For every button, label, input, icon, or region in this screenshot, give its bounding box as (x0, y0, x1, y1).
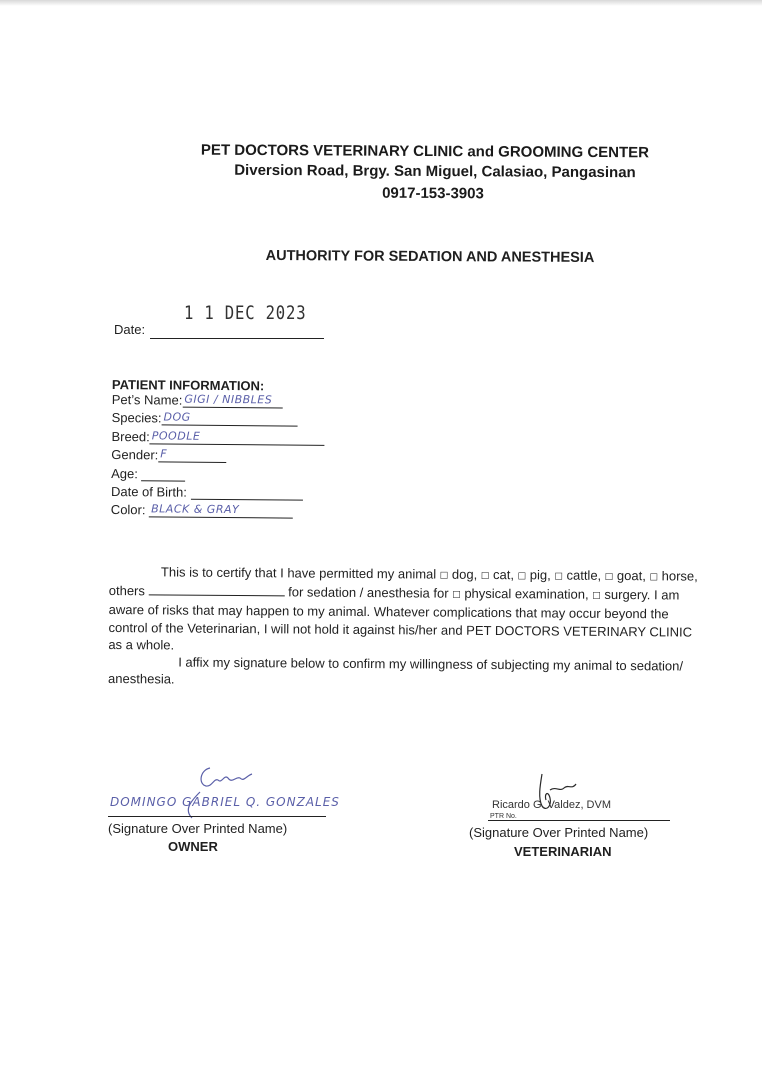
sedation-for: for sedation / anesthesia for (288, 584, 449, 601)
owner-signature-line (108, 816, 326, 817)
checkbox-icon: □ (554, 571, 563, 582)
checkbox-icon: □ (452, 589, 461, 600)
clinic-phone: 0917-153-3903 (382, 184, 484, 203)
clinic-address: Diversion Road, Brgy. San Miguel, Calasiao, Pangasinan (234, 161, 636, 182)
color-line (149, 504, 293, 519)
color-label: Color: (110, 502, 146, 518)
field-pet-name (112, 392, 372, 413)
checkbox-icon: □ (604, 571, 614, 582)
breed-label: Breed: (111, 428, 150, 445)
vet-printed-name: Ricardo G. Valdez, DVM (492, 799, 612, 811)
color-value: BLACK & GRAY (151, 502, 240, 517)
clinic-name: PET DOCTORS VETERINARY CLINIC and GROOMING CENTER (200, 141, 650, 162)
date-value: 1 1 DEC 2023 (184, 302, 307, 324)
option-pig: pig, (529, 567, 551, 583)
age-label: Age: (111, 465, 138, 481)
date-label: Date: (114, 322, 146, 337)
dob-line (190, 486, 302, 501)
species-line (161, 412, 297, 427)
option-cattle: cattle, (566, 567, 602, 583)
age-line (141, 467, 185, 481)
vet-ptr-label: PTR No. (490, 813, 517, 820)
field-age (111, 466, 371, 487)
gender-label: Gender: (111, 447, 159, 463)
consent-paragraph-1 (108, 563, 709, 658)
option-dog: dog, (451, 566, 478, 582)
option-goat: goat, (616, 567, 646, 584)
pet-name-label: Pet’s Name: (111, 391, 183, 408)
owner-role: OWNER (168, 839, 218, 854)
species-label: Species: (111, 410, 162, 426)
vet-signature-line (488, 820, 670, 821)
gender-value: F (160, 447, 168, 461)
checkbox-icon: □ (649, 572, 659, 583)
consent-text (108, 563, 709, 692)
breed-line (150, 430, 325, 446)
field-gender (111, 447, 371, 468)
form-title: AUTHORITY FOR SEDATION AND ANESTHESIA (265, 247, 595, 267)
owner-signature-scribble (170, 762, 270, 822)
pet-name-value: GIGI / NIBBLES (184, 392, 273, 407)
dob-label: Date of Birth: (110, 483, 187, 500)
consent-risks: I am aware of risks that may happen to my animal. Whatever complications that may occur beyond the control of the Veterinarian, I will not hold it against his/her and PET DOCTORS VETERINARY CLINIC as a whole. (108, 587, 693, 653)
field-date-of-birth (111, 484, 371, 505)
vet-role: VETERINARIAN (514, 844, 612, 859)
checkbox-icon: □ (517, 571, 527, 582)
checkbox-icon: □ (439, 570, 449, 581)
pet-name-line (182, 394, 282, 409)
breed-value: POODLE (151, 429, 201, 443)
owner-signature-caption: (Signature Over Printed Name) (108, 821, 288, 836)
scan-edge (0, 0, 762, 6)
field-species (112, 410, 372, 431)
option-physical-exam: physical examination, (464, 585, 589, 602)
owner-printed-name: DOMINGO GABRIEL Q. GONZALES (110, 795, 340, 809)
consent-intro: This is to certify that I have permitted my animal (160, 564, 437, 582)
gender-line (158, 449, 226, 464)
checkbox-icon: □ (592, 590, 601, 602)
option-horse-others: horse, others (108, 568, 698, 599)
others-blank-line (149, 584, 285, 597)
option-cat: cat, (492, 567, 515, 583)
field-color (111, 502, 371, 523)
patient-information (111, 377, 372, 523)
checkbox-icon: □ (480, 570, 490, 581)
option-surgery: surgery. (604, 587, 651, 603)
patient-info-heading: PATIENT INFORMATION: (111, 377, 265, 394)
consent-paragraph-2: I affix my signature below to confirm my willingness of subjecting my animal to sedation/ anesthesia. (108, 654, 684, 687)
vet-signature-caption: (Signature Over Printed Name) (469, 825, 649, 840)
species-value: DOG (163, 410, 191, 425)
field-breed (111, 429, 371, 450)
date-line (150, 338, 324, 339)
